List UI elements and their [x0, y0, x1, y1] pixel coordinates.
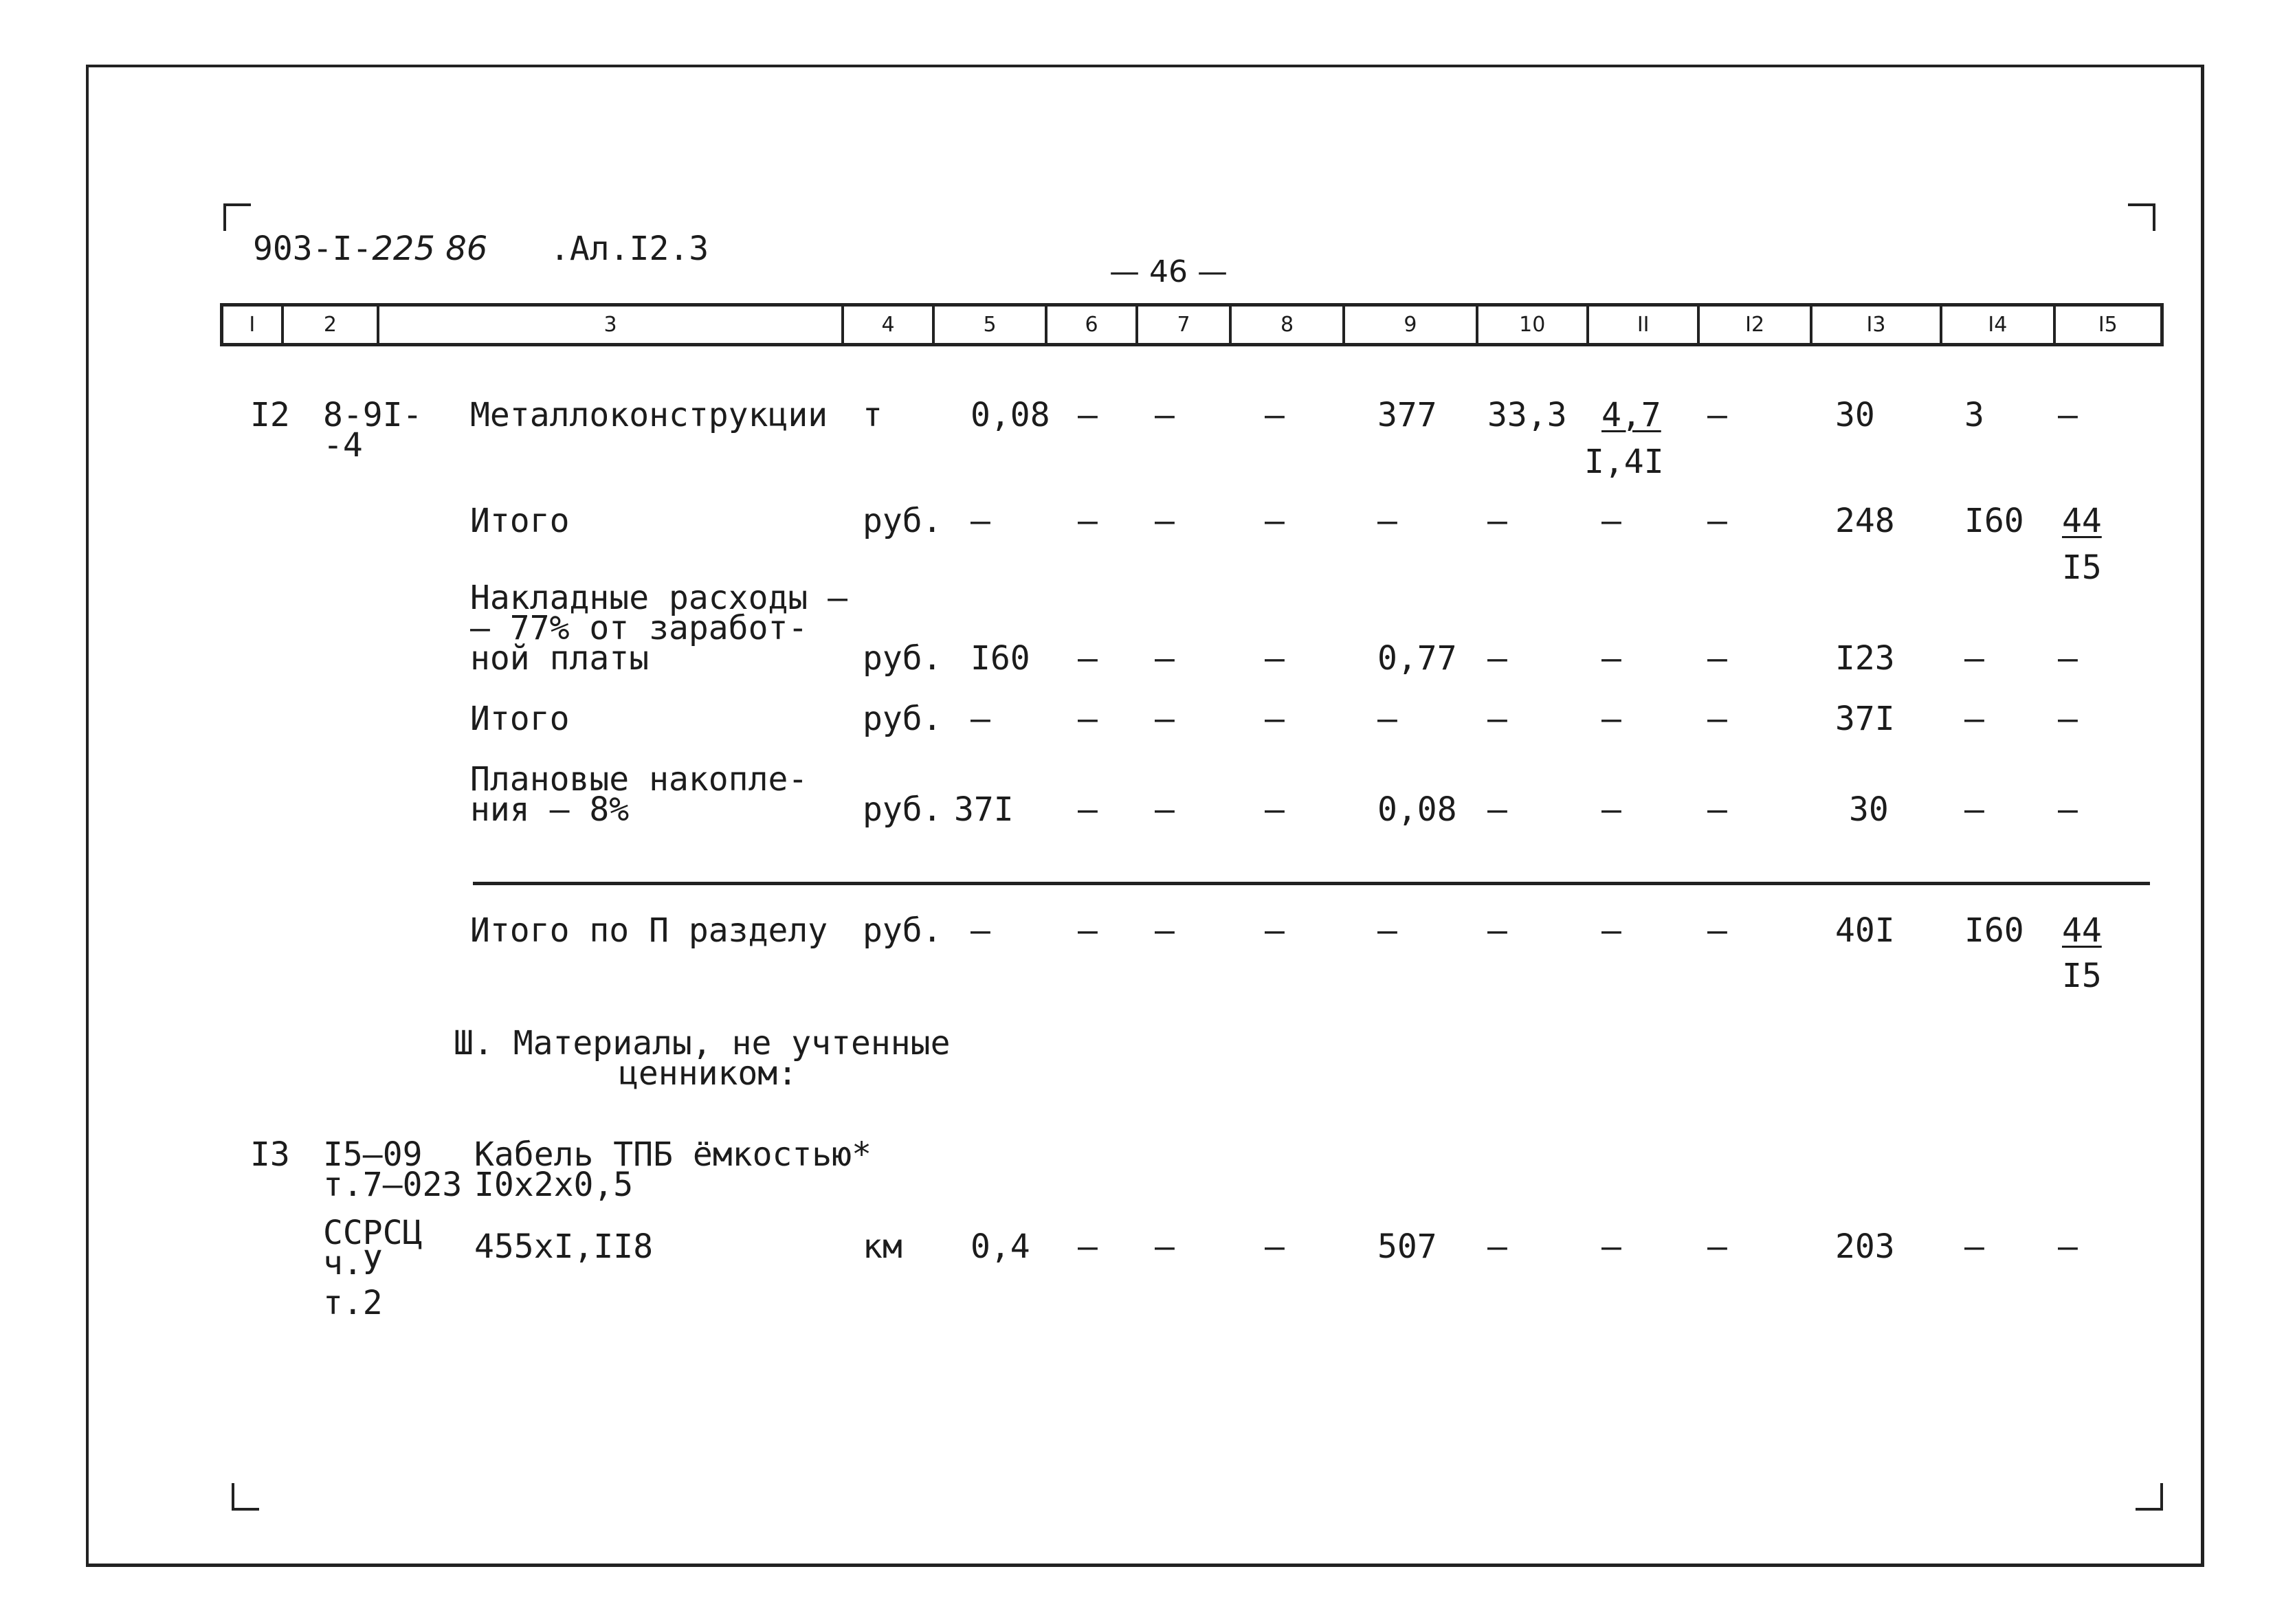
section-heading: ценником: [619, 1054, 798, 1093]
column-number: 7 [1138, 307, 1232, 343]
cell-col13: I23 [1835, 639, 1895, 678]
cell-col14: – [1964, 700, 1984, 738]
cell-col7: – [1155, 790, 1175, 829]
column-number: 9 [1345, 307, 1478, 343]
cell-col15-denominator: I5 [2062, 548, 2102, 587]
column-number: 8 [1232, 307, 1345, 343]
cell-col9: 507 [1377, 1227, 1437, 1266]
row-number: I3 [250, 1135, 290, 1174]
cell-col12: – [1707, 502, 1727, 540]
cell-col11: – [1601, 502, 1621, 540]
cell-col11-denominator: I,4I [1584, 443, 1664, 481]
cell-col12: – [1707, 639, 1727, 678]
cell-col7: – [1155, 639, 1175, 678]
cell-col11: – [1601, 790, 1621, 829]
cell-col11-numerator: 4,7 [1601, 396, 1661, 434]
row-number: I2 [250, 396, 290, 434]
cell-col15: – [2058, 639, 2078, 678]
column-number: 3 [379, 307, 844, 343]
cell-col12: – [1707, 790, 1727, 829]
cell-col11: – [1601, 700, 1621, 738]
cell-col13: 30 [1849, 790, 1889, 829]
planned-savings-label: Плановые накопле- [470, 760, 808, 799]
cell-col5: 0,4 [971, 1227, 1030, 1266]
price-code: ч.У [323, 1244, 383, 1282]
section-total-label: Итого по П разделу [470, 911, 828, 950]
cell-col5: – [971, 502, 990, 540]
cell-col9: – [1377, 502, 1397, 540]
cell-col10: – [1487, 1227, 1507, 1266]
cell-col6: – [1078, 1227, 1098, 1266]
cell-col14: – [1964, 639, 1984, 678]
document-code: 903-I-225 86 [253, 230, 488, 268]
cell-col13: 30 [1835, 396, 1875, 434]
cell-col9: – [1377, 700, 1397, 738]
cell-col15-denominator: I5 [2062, 957, 2102, 995]
price-code: I5–09 [323, 1135, 423, 1174]
corner-mark-top-right [2128, 203, 2155, 231]
cell-col5: 0,08 [971, 396, 1050, 434]
price-code: 8-9I- [323, 396, 423, 434]
price-code: ССРСЦ [323, 1214, 423, 1252]
cell-col6: – [1078, 639, 1098, 678]
corner-mark-bottom-left [232, 1483, 259, 1511]
cell-col7: – [1155, 911, 1175, 950]
cell-col7: – [1155, 1227, 1175, 1266]
cell-col8: – [1265, 639, 1285, 678]
cell-col10: – [1487, 700, 1507, 738]
column-number: I2 [1700, 307, 1812, 343]
column-number: I [223, 307, 284, 343]
unit: руб. [863, 502, 942, 540]
column-number: 2 [284, 307, 380, 343]
section-heading: Ш. Материалы, не учтенные [454, 1024, 951, 1063]
item-name: 455хI,II8 [474, 1227, 654, 1266]
cell-col12: – [1707, 1227, 1727, 1266]
overhead-label: Накладные расходы – [470, 579, 848, 617]
subtotal-label: Итого [470, 502, 570, 540]
unit: руб. [863, 639, 942, 678]
cell-col10: – [1487, 911, 1507, 950]
column-number: I4 [1942, 307, 2055, 343]
cell-col9: 0,08 [1377, 790, 1457, 829]
subtotal-label: Итого [470, 700, 570, 738]
cell-col7: – [1155, 502, 1175, 540]
cell-col10: – [1487, 502, 1507, 540]
cell-col12: – [1707, 911, 1727, 950]
cell-col15-numerator: 44 [2062, 502, 2102, 540]
cell-col11: – [1601, 1227, 1621, 1266]
cell-col12: – [1707, 700, 1727, 738]
cell-col15: – [2058, 700, 2078, 738]
cell-col7: – [1155, 396, 1175, 434]
price-code: т.2 [323, 1284, 383, 1322]
cell-col5: 37I [954, 790, 1014, 829]
cell-col14: – [1964, 790, 1984, 829]
cell-col14: I60 [1964, 502, 2024, 540]
unit: руб. [863, 700, 942, 738]
unit: руб. [863, 790, 942, 829]
item-name: I0х2х0,5 [474, 1166, 634, 1204]
cell-col13: 203 [1835, 1227, 1895, 1266]
cell-col15: – [2058, 1227, 2078, 1266]
corner-mark-bottom-right [2136, 1483, 2163, 1511]
unit: км [863, 1227, 902, 1266]
column-number-header [220, 303, 2164, 346]
cell-col15: – [2058, 396, 2078, 434]
overhead-label: – 77% от заработ- [470, 609, 808, 647]
column-number: 6 [1047, 307, 1139, 343]
cell-col9: – [1377, 911, 1397, 950]
cell-col8: – [1265, 396, 1285, 434]
item-name: Кабель ТПБ ёмкостью* [474, 1135, 872, 1174]
cell-col6: – [1078, 911, 1098, 950]
price-code: т.7–023 [323, 1166, 463, 1204]
cell-col8: – [1265, 502, 1285, 540]
cell-col7: – [1155, 700, 1175, 738]
cell-col15: – [2058, 790, 2078, 829]
cell-col6: – [1078, 502, 1098, 540]
price-code: -4 [323, 426, 363, 465]
cell-col10: – [1487, 639, 1507, 678]
overhead-label: ной платы [470, 639, 650, 678]
section-separator [473, 882, 2150, 885]
cell-col8: – [1265, 790, 1285, 829]
column-number: 5 [935, 307, 1047, 343]
cell-col5: – [971, 700, 990, 738]
planned-savings-label: ния – 8% [470, 790, 630, 829]
cell-col5: – [971, 911, 990, 950]
corner-mark-top-left [223, 203, 251, 231]
column-number: 4 [844, 307, 935, 343]
cell-col10: – [1487, 790, 1507, 829]
cell-col11: – [1601, 639, 1621, 678]
column-number: II [1589, 307, 1700, 343]
page-number: — 46 — [1109, 254, 1228, 289]
cell-col5: I60 [971, 639, 1030, 678]
cell-col14: I60 [1964, 911, 2024, 950]
album-number: .Ал.I2.3 [550, 230, 709, 268]
unit: т [863, 396, 883, 434]
cell-col8: – [1265, 1227, 1285, 1266]
cell-col12: – [1707, 396, 1727, 434]
cell-col6: – [1078, 396, 1098, 434]
column-number: I3 [1812, 307, 1942, 343]
item-name: Металлоконструкции [470, 396, 828, 434]
cell-col14: – [1964, 1227, 1984, 1266]
cell-col9: 377 [1377, 396, 1437, 434]
cell-col10: 33,3 [1487, 396, 1567, 434]
cell-col11: – [1601, 911, 1621, 950]
cell-col13: 40I [1835, 911, 1895, 950]
unit: руб. [863, 911, 942, 950]
cell-col8: – [1265, 700, 1285, 738]
column-number: 10 [1478, 307, 1589, 343]
cell-col13: 248 [1835, 502, 1895, 540]
cell-col6: – [1078, 790, 1098, 829]
cell-col6: – [1078, 700, 1098, 738]
cell-col9: 0,77 [1377, 639, 1457, 678]
cell-col8: – [1265, 911, 1285, 950]
column-number: I5 [2098, 313, 2118, 337]
cell-col13: 37I [1835, 700, 1895, 738]
cell-col15-numerator: 44 [2062, 911, 2102, 950]
cell-col14: 3 [1964, 396, 1984, 434]
